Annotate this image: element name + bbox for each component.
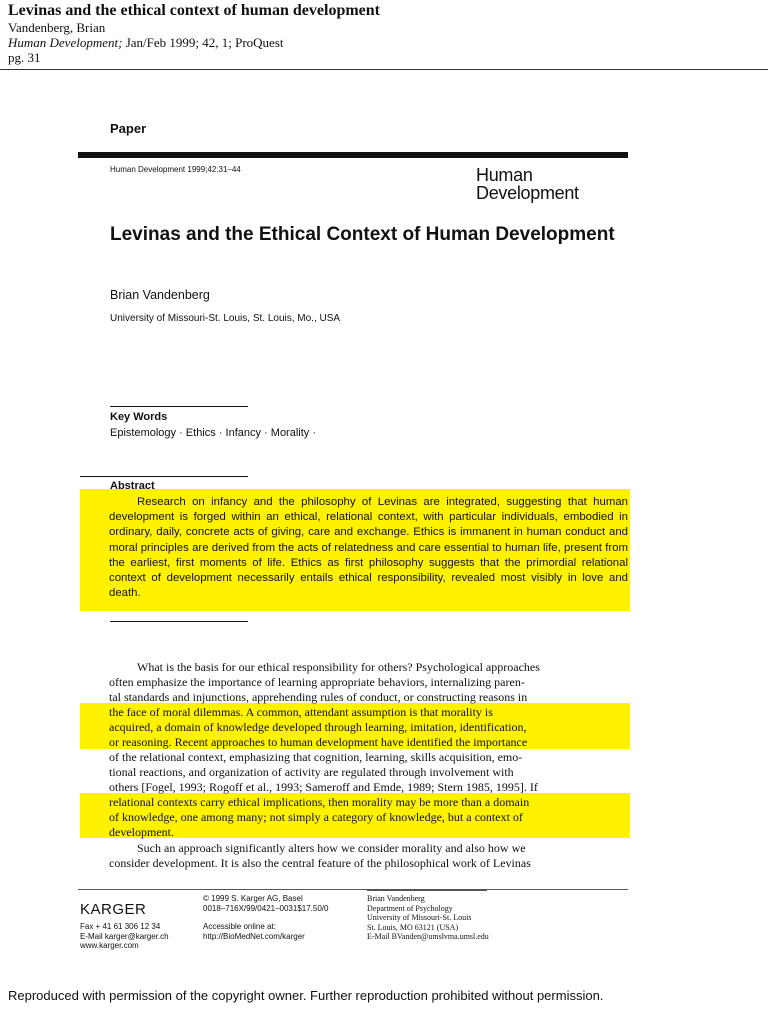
copyright: © 1999 S. Karger AG, Basel — [203, 894, 303, 903]
issn: 0018–716X/99/0421–0031$17.50/0 — [203, 903, 329, 913]
document-page: pg. 31 — [8, 50, 41, 65]
journal-logo — [476, 166, 579, 202]
document-author: Vandenberg, Brian — [8, 20, 106, 35]
body-line: tional reactions, and organization of activity are regulated through involvement with — [109, 765, 514, 779]
article-title: Levinas and the Ethical Context of Human Development — [110, 224, 615, 245]
abstract-heading: Abstract — [110, 480, 155, 492]
contact-name: Brian Vandenberg — [367, 894, 425, 903]
body-line: of knowledge, one among many; not simply a category of knowledge, but a context of — [109, 810, 523, 824]
journal-logo-line1: Human — [476, 165, 533, 185]
contact-dept: Department of Psychology — [367, 903, 453, 913]
author-address — [367, 894, 489, 942]
article-author: Brian Vandenberg — [110, 288, 210, 302]
contact-email: E-Mail BVanden@umslvma.umsl.edu — [367, 932, 489, 941]
author-affiliation: University of Missouri-St. Louis, St. Louis, Mo., USA — [110, 313, 341, 324]
body-line: Such an approach significantly alters how we consider morality and also how we — [137, 841, 526, 855]
body-line: What is the basis for our ethical responsibility for others? Psychological approaches — [137, 660, 540, 674]
contact-univ: University of Missouri-St. Louis — [367, 913, 472, 922]
body-line: development. — [109, 825, 174, 839]
keywords-heading: Key Words — [110, 411, 168, 423]
document-source — [8, 35, 380, 50]
contact-city: St. Louis, MO 63121 (USA) — [367, 922, 459, 932]
publisher-logo: KARGER — [80, 901, 147, 918]
online-url: http://BioMedNet.com/karger — [203, 931, 305, 941]
address-rule — [367, 890, 487, 891]
reproduction-notice: Reproduced with permission of the copyright owner. Further reproduction prohibited without permission. — [8, 988, 604, 1003]
publisher-email: E-Mail karger@karger.ch — [80, 931, 169, 941]
body-line: tal standards and injunctions, apprehending rules of conduct, or constructing reasons in — [109, 690, 528, 704]
proquest-header — [8, 2, 380, 65]
abstract-end-rule — [110, 621, 248, 622]
footer-rule — [78, 889, 628, 890]
section-label: Paper — [110, 121, 147, 136]
abstract-text: Research on infancy and the philosophy of Levinas are integrated, suggesting that human development is forged within an ethical, relational context, with particular individuals, embodied in ordinary, daily, concrete acts of giving, care and exchange. Ethics is immanent in human conduct and moral principles are derived from the acts of relatedness and care essential to human life, present from the earliest, first moments of life. Ethics as first philosophy suggests that the primordial relational context of development necessarily entails ethical responsibility, revealed most visibly in love and death. — [109, 496, 628, 600]
publisher-fax: Fax + 41 61 306 12 34 — [80, 922, 161, 931]
online-label: Accessible online at: — [203, 922, 276, 931]
header-divider — [0, 69, 768, 70]
source-details: Jan/Feb 1999; 42, 1; ProQuest — [122, 35, 284, 50]
keywords-rule — [110, 406, 248, 407]
body-line: others [Fogel, 1993; Rogoff et al., 1993; Sameroff and Emde, 1989; Stern 1985, 1995]. If — [109, 780, 538, 794]
journal-citation: Human Development 1999;42:31–44 — [110, 165, 241, 174]
publisher-web: www.karger.com — [80, 941, 139, 950]
keywords-list: Epistemology · Ethics · Infancy · Morality · — [110, 427, 317, 439]
publisher-contact — [80, 922, 169, 951]
body-line: or reasoning. Recent approaches to human development have identified the importance — [109, 735, 528, 749]
body-line: consider development. It is also the central feature of the philosophical work of Levinas — [109, 856, 531, 870]
body-line: relational contexts carry ethical implications, then morality may be more than a domain — [109, 795, 530, 809]
body-line: acquired, a domain of knowledge developed through learning, imitation, identification, — [109, 720, 527, 734]
body-line: the face of moral dilemmas. A common, attendant assumption is that morality is — [109, 705, 493, 719]
copyright-block — [203, 894, 328, 941]
body-line: of the relational context, emphasizing that cognition, learning, skills acquisition, emo- — [109, 750, 523, 764]
source-journal: Human Development; — [8, 35, 123, 50]
masthead-rule — [78, 152, 628, 158]
body-line: often emphasize the importance of learning appropriate behaviors, internalizing paren- — [109, 675, 525, 689]
journal-logo-line2: Development — [476, 183, 579, 203]
document-title: Levinas and the ethical context of human development — [8, 2, 380, 19]
abstract-rule — [80, 476, 248, 477]
